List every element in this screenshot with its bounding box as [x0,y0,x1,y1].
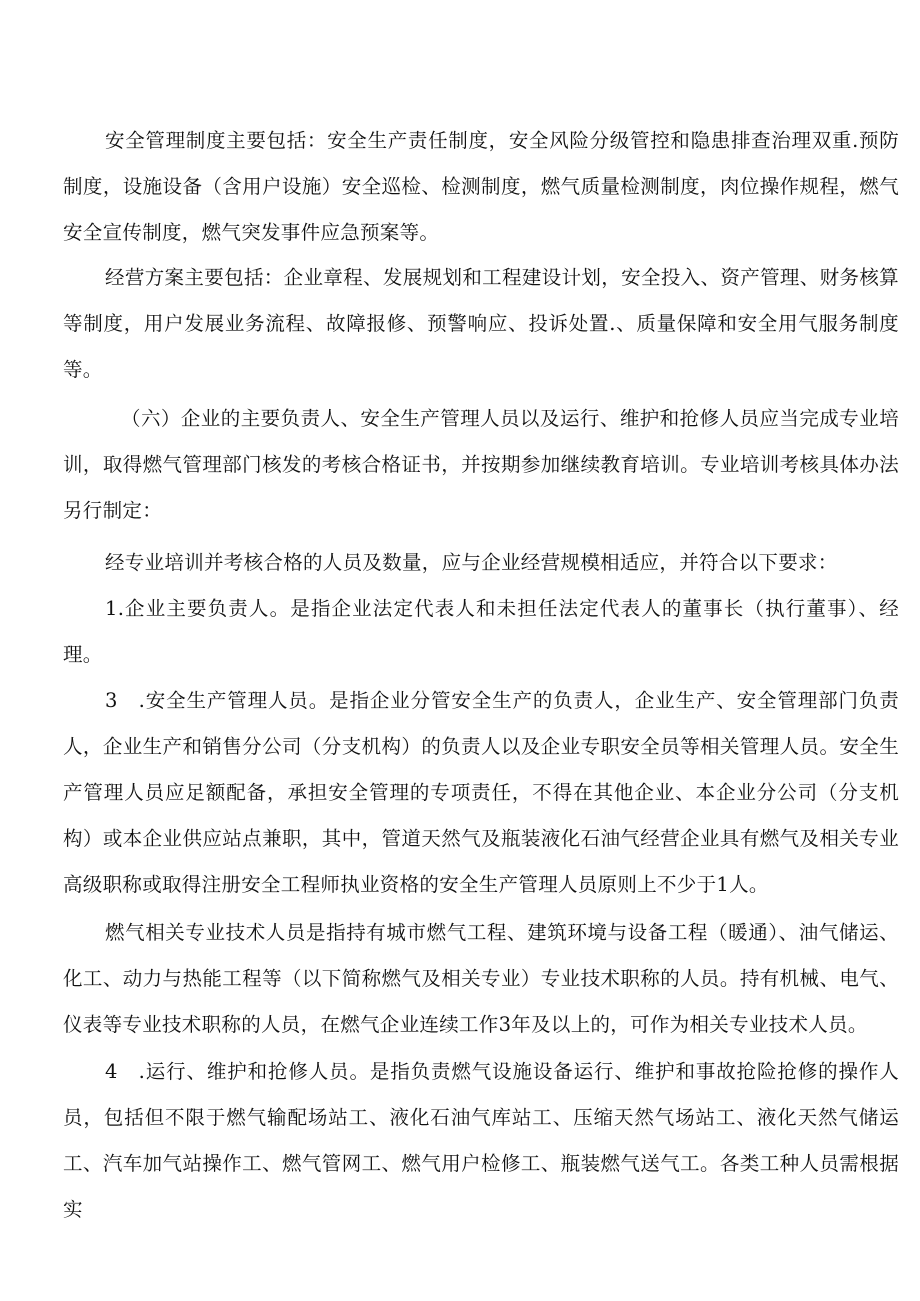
paragraph-item-3-safety-managers: 3 .安全生产管理人员。是指企业分管安全生产的负责人，企业生产、安全管理部门负责人，企业生产和销售分公司（分支机构）的负责人以及企业专职安全员等相关管理人员。安全生产管理人员应足额配备，承担安全管理的专项责任，不得在其他企业、本企业分公司（分支机构）或本企业供应站点兼职，其中，管道天然气及瓶装液化石油气经营企业具有燃气及相关专业高级职称或取得注册安全工程师执业资格的安全生产管理人员原则上不少于1人。 [63,689,899,896]
paragraph-item-1-principal: 1.企业主要负责人。是指企业法定代表人和未担任法定代表人的董事长（执行董事）、经理。 [63,597,899,666]
paragraph-personnel-requirements: 经专业培训并考核合格的人员及数量，应与企业经营规模相适应，并符合以下要求： [105,551,838,574]
paragraph-safety-management-system: 安全管理制度主要包括：安全生产责任制度，安全风险分级管控和隐患排查治理双重.预防制度，设施设备（含用户设施）安全巡检、检测制度，燃气质量检测制度，肉位操作规程，燃气安全宣传制度，燃气突发事件应急预案等。 [63,129,899,244]
paragraph-technical-staff: 燃气相关专业技术人员是指持有城市燃气工程、建筑环境与设备工程（暖通）、油气储运、化工、动力与热能工程等（以下简称燃气及相关专业）专业技术职称的人员。持有机械、电气、仪表等专业技术职称的人员，在燃气企业连续工作3年及以上的，可作为相关专业技术人员。 [63,921,899,1036]
paragraph-business-plan: 经营方案主要包括：企业章程、发展规划和工程建设计划，安全投入、资产管理、财务核算等制度，用户发展业务流程、故障报修、预警响应、投诉处置.、质量保障和安全用气服务制度等。 [63,266,899,381]
paragraph-section-six-training: （六）企业的主要负责人、安全生产管理人员以及运行、维护和抢修人员应当完成专业培训，取得燃气管理部门核发的考核合格证书，并按期参加继续教育培训。专业培训考核具体办法另行制定： [63,407,899,522]
paragraph-item-4-operators: 4 .运行、维护和抢修人员。是指负责燃气设施设备运行、维护和事故抢险抢修的操作人员，包括但不限于燃气输配场站工、液化石油气库站工、压缩天然气场站工、液化天然气储运工、汽车加气站操作工、燃气管网工、燃气用户检修工、瓶装燃气送气工。各类工种人员需根据实 [63,1060,899,1221]
